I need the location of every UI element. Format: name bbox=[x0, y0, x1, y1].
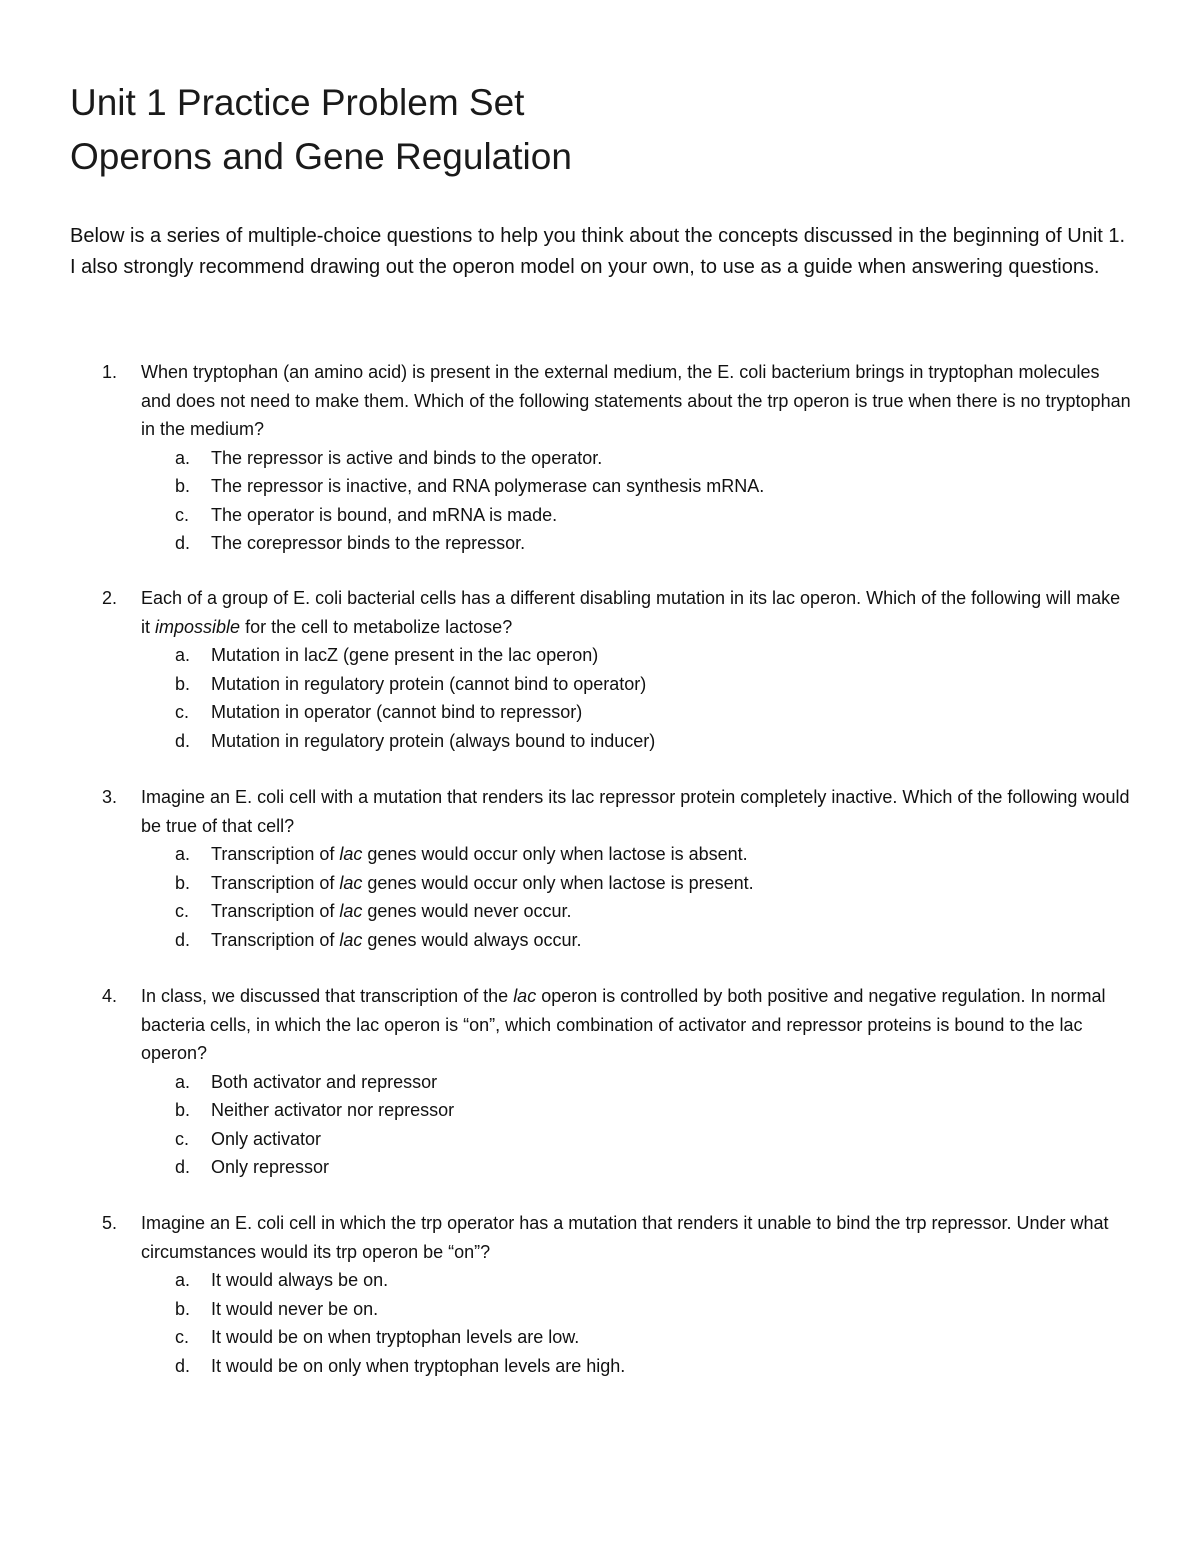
question-text-part: Each of a group of E. coli bacterial cells has a different disabling mutation in its lac operon. Which of the following will make it bbox=[141, 588, 1121, 637]
option-list bbox=[0, 840, 1200, 954]
option-c bbox=[0, 897, 1200, 926]
option-text: Neither activator nor repressor bbox=[211, 1100, 455, 1120]
question-text bbox=[141, 584, 1131, 641]
option-b bbox=[0, 472, 1200, 501]
question-number: 1. bbox=[102, 362, 118, 382]
option-text: The repressor is active and binds to the operator. bbox=[211, 447, 603, 468]
option-letter: d. bbox=[175, 1355, 191, 1376]
option-letter: d. bbox=[175, 929, 191, 950]
option-text-part: Transcription of bbox=[211, 872, 340, 893]
option-letter: b. bbox=[175, 1100, 191, 1120]
option-list bbox=[0, 444, 1200, 558]
option-text-part: Transcription of bbox=[211, 844, 340, 864]
option-text-part: genes would occur only when lactose is present. bbox=[362, 872, 754, 893]
option-letter: a. bbox=[175, 447, 191, 468]
option-b bbox=[0, 1096, 1200, 1125]
intro-paragraph: Below is a series of multiple-choice questions to help you think about the concepts discussed in the beginning of Unit 1. I also strongly recommend drawing out the operon model on your own, to use as a guide when answering questions. bbox=[70, 225, 1126, 278]
option-b bbox=[0, 670, 1200, 699]
option-b bbox=[0, 869, 1200, 898]
option-letter: d. bbox=[175, 730, 191, 751]
option-text-part: Transcription of bbox=[211, 929, 340, 950]
question-text-part: operon is controlled by both positive and negative regulation. In normal bacteria cells, in which the lac operon is “on”, which combination of activator and repressor proteins is bound to the lac operon? bbox=[141, 986, 1106, 1063]
question-text bbox=[141, 982, 1131, 1068]
option-d bbox=[0, 926, 1200, 955]
question-text: Imagine an E. coli cell in which the trp operator has a mutation that renders it unable to bind the trp repressor. Under what circumstances would its trp operon be “on”? bbox=[141, 1213, 1109, 1262]
question-text: Imagine an E. coli cell with a mutation that renders its lac repressor protein completely inactive. Which of the following would be true of that cell? bbox=[141, 787, 1130, 836]
option-c bbox=[0, 501, 1200, 530]
option-letter: b. bbox=[175, 476, 191, 496]
option-c bbox=[0, 698, 1200, 727]
option-text-part: genes would always occur. bbox=[362, 929, 582, 950]
option-text: Mutation in regulatory protein (always bound to inducer) bbox=[211, 730, 656, 751]
question-text: When tryptophan (an amino acid) is present in the external medium, the E. coli bacterium brings in tryptophan molecules and does not need to make them. Which of the following statements about the trp operon is true when there is no tryptophan in the medium? bbox=[141, 362, 1131, 439]
option-d bbox=[0, 727, 1200, 756]
option-a bbox=[0, 1068, 1200, 1097]
option-text: The operator is bound, and mRNA is made. bbox=[211, 504, 558, 525]
option-c bbox=[0, 1323, 1200, 1352]
option-d bbox=[0, 529, 1200, 558]
option-c bbox=[0, 1125, 1200, 1154]
question-text-emphasis: impossible bbox=[155, 616, 241, 637]
question-2 bbox=[0, 584, 1200, 755]
option-letter: a. bbox=[175, 645, 191, 665]
option-list bbox=[0, 641, 1200, 755]
option-letter: c. bbox=[175, 1327, 190, 1347]
option-d bbox=[0, 1153, 1200, 1182]
option-text: It would be on when tryptophan levels are low. bbox=[211, 1327, 580, 1347]
question-1 bbox=[0, 358, 1200, 558]
question-text-part: In class, we discussed that transcription of the bbox=[141, 986, 514, 1006]
option-b bbox=[0, 1295, 1200, 1324]
option-text: Both activator and repressor bbox=[211, 1071, 438, 1092]
option-letter: d. bbox=[175, 533, 191, 553]
option-letter: a. bbox=[175, 1071, 191, 1092]
title-line-1: Unit 1 Practice Problem Set bbox=[70, 82, 525, 123]
option-a bbox=[0, 840, 1200, 869]
option-text-emphasis: lac bbox=[339, 901, 363, 921]
question-number: 4. bbox=[102, 986, 118, 1006]
option-a bbox=[0, 444, 1200, 473]
option-letter: a. bbox=[175, 1270, 191, 1290]
option-text-emphasis: lac bbox=[339, 844, 363, 864]
question-text-emphasis: lac bbox=[513, 986, 537, 1006]
option-text: The repressor is inactive, and RNA polymerase can synthesis mRNA. bbox=[211, 476, 765, 496]
option-text bbox=[211, 840, 748, 869]
option-letter: b. bbox=[175, 673, 191, 694]
option-letter: b. bbox=[175, 872, 191, 893]
option-letter: d. bbox=[175, 1157, 191, 1177]
option-letter: c. bbox=[175, 702, 190, 722]
option-letter: c. bbox=[175, 1128, 190, 1149]
question-number: 3. bbox=[102, 787, 118, 807]
title-line-2: Operons and Gene Regulation bbox=[70, 136, 572, 177]
option-text bbox=[211, 869, 754, 898]
option-text: Only activator bbox=[211, 1128, 322, 1149]
option-text: Mutation in lacZ (gene present in the lac operon) bbox=[211, 645, 599, 665]
option-text: It would be on only when tryptophan levels are high. bbox=[211, 1355, 626, 1376]
option-text: The corepressor binds to the repressor. bbox=[211, 533, 526, 553]
option-text-part: genes would never occur. bbox=[362, 901, 572, 921]
page-title bbox=[70, 76, 572, 184]
option-letter: c. bbox=[175, 901, 190, 921]
option-text-part: Transcription of bbox=[211, 901, 340, 921]
option-a bbox=[0, 1266, 1200, 1295]
option-letter: c. bbox=[175, 504, 190, 525]
option-letter: a. bbox=[175, 844, 191, 864]
option-text bbox=[211, 926, 582, 955]
option-text-emphasis: lac bbox=[339, 872, 363, 893]
option-d bbox=[0, 1352, 1200, 1381]
question-number: 2. bbox=[102, 588, 118, 608]
option-text: It would never be on. bbox=[211, 1298, 379, 1319]
question-3 bbox=[0, 783, 1200, 954]
question-5 bbox=[0, 1209, 1200, 1380]
question-4 bbox=[0, 982, 1200, 1182]
option-text: Mutation in regulatory protein (cannot bind to operator) bbox=[211, 673, 647, 694]
option-text-emphasis: lac bbox=[339, 929, 363, 950]
option-text: Mutation in operator (cannot bind to repressor) bbox=[211, 702, 583, 722]
option-text: Only repressor bbox=[211, 1157, 330, 1177]
question-text-part: for the cell to metabolize lactose? bbox=[240, 616, 513, 637]
option-text bbox=[211, 897, 572, 926]
option-list bbox=[0, 1068, 1200, 1182]
option-a bbox=[0, 641, 1200, 670]
question-number: 5. bbox=[102, 1213, 118, 1233]
option-list bbox=[0, 1266, 1200, 1380]
option-text: It would always be on. bbox=[211, 1270, 389, 1290]
option-letter: b. bbox=[175, 1298, 191, 1319]
option-text-part: genes would occur only when lactose is absent. bbox=[362, 844, 748, 864]
